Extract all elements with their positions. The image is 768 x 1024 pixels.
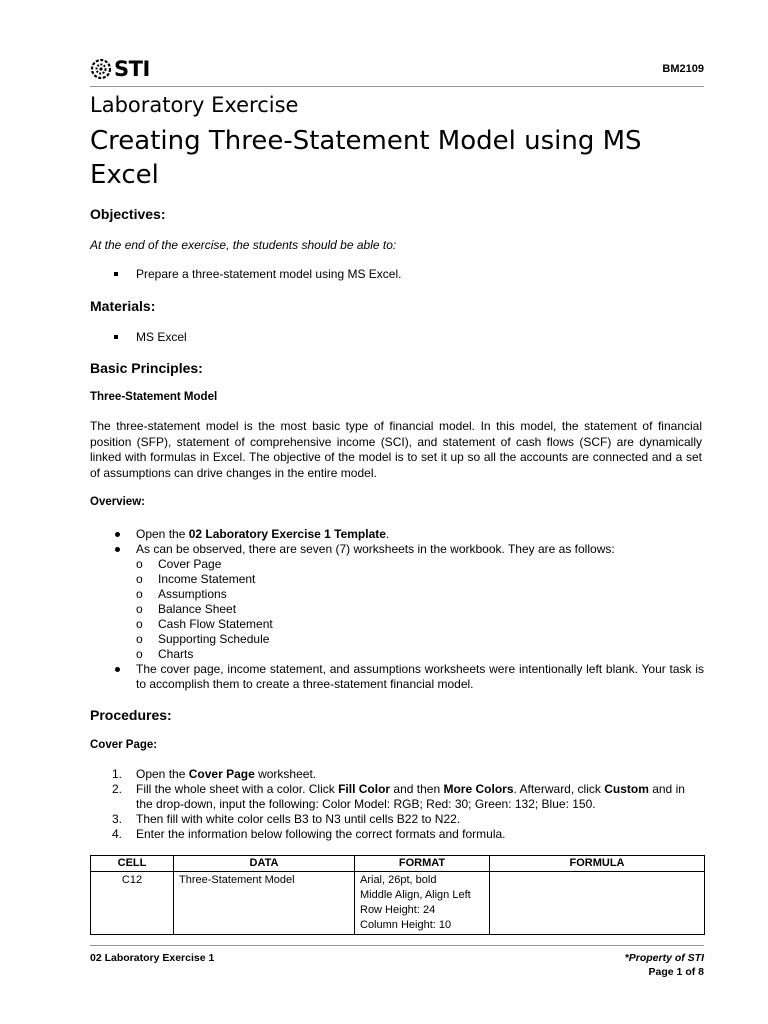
format-line: Row Height: 24 [360,904,436,916]
procedure-step [112,782,704,812]
bullet-icon [114,527,136,542]
step-text: Enter the information below following the correct formats and formula. [136,827,506,841]
objectives-intro: At the end of the exercise, the students should be able to: [90,238,397,252]
worksheet-name: Supporting Schedule [158,632,270,646]
cell-format [355,872,490,935]
procedure-steps [112,767,704,842]
header-divider [90,86,704,87]
step-text: and then [390,782,444,796]
worksheet-name: Cash Flow Statement [158,617,273,631]
worksheet-item [114,617,704,632]
document-title: Creating Three-Statement Model using MS Excel [90,126,642,190]
sub-bullet: o [136,617,143,631]
column-header-cell: CELL [91,856,174,872]
step-text: . Afterward, click [513,782,605,796]
footer-document-name: 02 Laboratory Exercise 1 [90,952,215,964]
step-number: 4. [112,827,123,841]
step-text: Fill the whole sheet with a color. Click [136,782,339,796]
cover-page-heading: Cover Page: [90,739,158,751]
cover-page-table [90,855,705,935]
list-item-text: Open the [136,527,189,541]
step-bold-text: Cover Page [188,767,255,781]
worksheet-name: Income Statement [158,572,256,586]
sub-bullet: o [136,602,143,616]
worksheet-name: Assumptions [158,587,227,601]
worksheet-name: Cover Page [158,557,222,571]
material-text: MS Excel [136,330,187,344]
overview-list [114,527,704,692]
step-number: 3. [112,812,123,826]
list-item [114,662,704,692]
basic-principles-heading: Basic Principles: [90,360,203,376]
three-statement-model-heading: Three-Statement Model [90,391,218,403]
sub-bullet: o [136,587,143,601]
material-item [114,330,187,344]
step-text: worksheet. [254,767,317,781]
worksheet-item [114,557,704,572]
sti-logo [90,56,150,82]
procedure-step [112,812,704,827]
footer-right [625,951,704,979]
step-bold-text: Custom [604,782,649,796]
worksheet-item [114,647,704,662]
objective-item [114,267,401,281]
footer-divider [90,945,704,946]
step-bold-text: Fill Color [338,782,391,796]
sub-bullet: o [136,572,143,586]
worksheet-item [114,602,704,617]
step-text: Then fill with white color cells B3 to N3 until cells B22 to N22. [136,812,461,826]
objectives-heading: Objectives: [90,206,166,222]
materials-heading: Materials: [90,298,156,314]
step-number: 1. [112,767,123,781]
column-header-format: FORMAT [355,856,490,872]
procedure-step [112,827,704,842]
column-header-formula: FORMULA [490,856,705,872]
sub-bullet: o [136,632,143,646]
worksheet-name: Charts [158,647,194,661]
template-name: 02 Laboratory Exercise 1 Template [188,527,386,541]
column-header-data: DATA [174,856,355,872]
step-text: and in the drop-down, input the following: Color Model: RGB; Red: 30; Green: 132; Blue: 150. [136,782,685,811]
cell-reference: C12 [91,872,174,935]
page-header [90,56,704,84]
list-item [114,527,704,542]
list-item-text: . [385,527,390,541]
square-bullet-icon [114,335,118,339]
worksheet-item [114,632,704,647]
cell-data: Three-Statement Model [174,872,355,935]
procedure-step [112,767,704,782]
overview-heading: Overview: [90,496,145,508]
logo-text: STI [114,57,150,81]
property-notice: *Property of STI [624,952,704,964]
three-statement-paragraph: The three-statement model is the most basic type of financial model. In this model, the statement of financial position (SFP), statement of comprehensive income (SCI), and statement of cash flows (SCF) are dynamically linked with formulas in Excel. The objective of the model is to set it up so all the accounts are connected and a set of assumptions can drive changes in the entire model. [90,419,702,480]
procedures-heading: Procedures: [90,707,172,723]
worksheet-name: Balance Sheet [158,602,237,616]
page-number: Page 1 of 8 [648,966,704,978]
cell-formula [490,872,705,935]
step-bold-text: More Colors [443,782,514,796]
bullet-icon [114,542,136,557]
format-line: Middle Align, Align Left [360,889,471,901]
step-text: Open the [136,767,189,781]
sub-bullet: o [136,557,143,571]
table-header-row [91,856,705,872]
list-item [114,542,704,557]
document-subtitle: Laboratory Exercise [90,93,299,117]
format-line: Column Height: 10 [360,919,452,931]
list-item-text: The cover page, income statement, and assumptions worksheets were intentionally left blank. Your task is to accomplish them to create a three-statement financial model. [136,662,704,691]
bullet-icon [114,662,136,692]
objective-text: Prepare a three-statement model using MS Excel. [136,267,402,281]
sti-globe-icon [90,58,112,80]
sub-bullet: o [136,647,143,661]
list-item-text: As can be observed, there are seven (7) worksheets in the workbook. They are as follows: [136,542,615,556]
worksheet-item [114,587,704,602]
step-number: 2. [112,782,123,796]
square-bullet-icon [114,272,118,276]
format-line: Arial, 26pt, bold [360,874,437,886]
table-row [91,872,705,935]
worksheet-item [114,572,704,587]
document-code: BM2109 [662,63,704,75]
